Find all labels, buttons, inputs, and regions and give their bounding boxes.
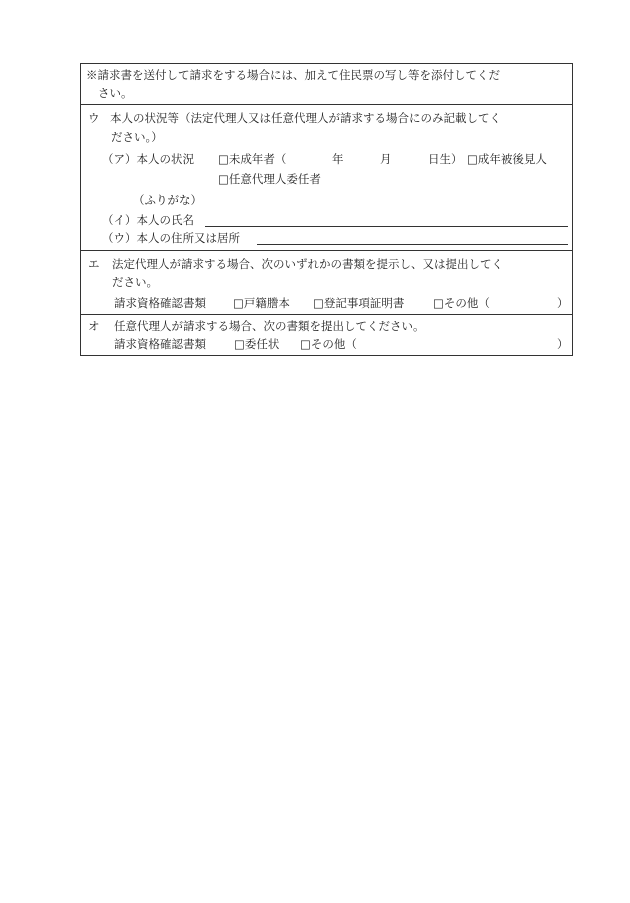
delegated-principal-checkbox[interactable]: □任意代理人委任者 <box>218 172 321 186</box>
notice-section <box>81 64 572 104</box>
e-other-close-paren: ） <box>557 296 569 310</box>
section-e-marker: エ <box>88 257 100 271</box>
section-o-heading-line-1: 任意代理人が請求する場合、次の書類を提出してください。 <box>114 319 425 333</box>
notice-line-1: ※請求書を送付して請求をする場合には、加えて住民票の写し等を添付してくだ <box>86 68 500 82</box>
section-u-person-status <box>81 104 572 250</box>
person-address-label: （ウ）本人の住所又は居所 <box>102 231 240 245</box>
power-of-attorney-checkbox[interactable]: □委任状 <box>234 337 280 351</box>
section-u-heading-line-1: 本人の状況等（法定代理人又は任意代理人が請求する場合にのみ記載してく <box>110 111 501 125</box>
registry-certificate-checkbox[interactable]: □登記事項証明書 <box>313 296 405 310</box>
family-register-checkbox[interactable]: □戸籍謄本 <box>233 296 290 310</box>
person-status-label: （ア）本人の状況 <box>102 152 194 166</box>
person-address-field[interactable] <box>257 244 568 245</box>
section-o-delegated-representative <box>81 314 572 355</box>
o-other-checkbox[interactable]: □その他（ <box>300 337 357 351</box>
section-o-marker: オ <box>88 319 100 333</box>
o-other-close-paren: ） <box>557 337 569 351</box>
adult-guardian-checkbox[interactable]: □成年被後見人 <box>467 152 547 166</box>
notice-line-2: さい。 <box>98 86 133 100</box>
e-other-checkbox[interactable]: □その他（ <box>433 296 490 310</box>
section-e-heading-line-1: 法定代理人が請求する場合、次のいずれかの書類を提示し、又は提出してく <box>112 257 503 271</box>
request-form-table <box>80 63 573 356</box>
person-name-label: （イ）本人の氏名 <box>102 213 194 227</box>
section-u-marker: ウ <box>88 111 100 125</box>
birth-month-label: 月 <box>380 152 392 166</box>
section-e-doc-label: 請求資格確認書類 <box>114 296 206 310</box>
section-u-heading-line-2: ださい。） <box>111 130 163 144</box>
birth-day-label: 日生） <box>428 152 463 166</box>
section-o-doc-label: 請求資格確認書類 <box>114 337 206 351</box>
birth-year-label: 年 <box>332 152 344 166</box>
furigana-label: （ふりがな） <box>133 193 202 207</box>
section-e-legal-representative <box>81 250 572 314</box>
minor-checkbox[interactable]: □未成年者（ <box>218 152 287 166</box>
section-e-heading-line-2: ださい。 <box>112 275 158 289</box>
person-name-field[interactable] <box>205 226 568 227</box>
